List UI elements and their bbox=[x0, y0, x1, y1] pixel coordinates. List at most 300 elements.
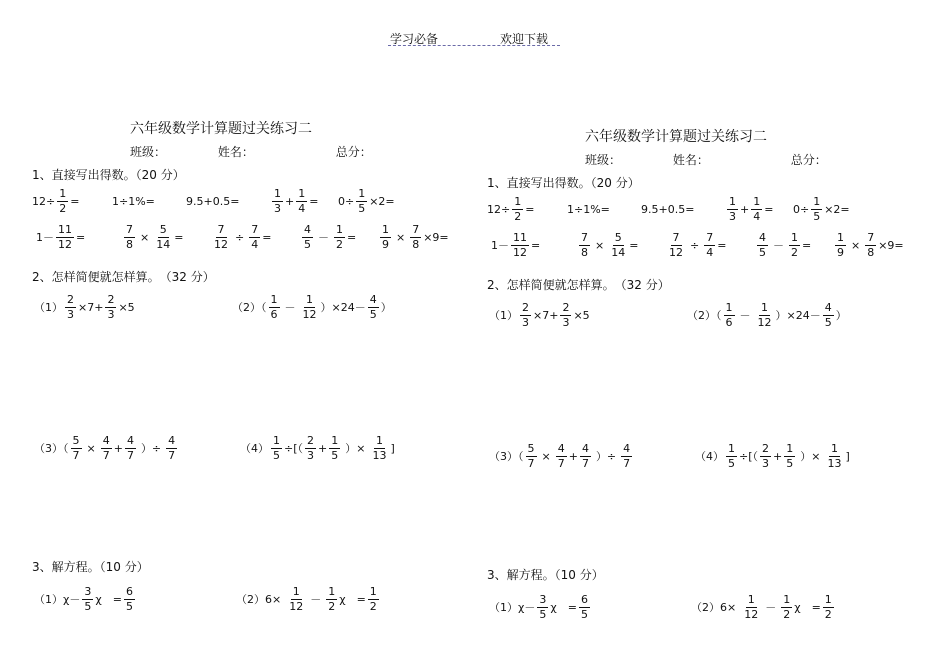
math-text: － bbox=[318, 231, 329, 245]
fraction-denominator: 12 bbox=[302, 307, 317, 321]
math-text: ×7+ bbox=[533, 308, 559, 322]
problem-1-5 bbox=[338, 188, 395, 214]
math-text: = bbox=[309, 194, 319, 208]
fraction bbox=[212, 224, 230, 250]
fraction-denominator: 4 bbox=[251, 237, 259, 251]
fraction-numerator: 2 bbox=[522, 301, 529, 314]
math-text: 1－ bbox=[491, 239, 509, 253]
fraction-numerator: 1 bbox=[783, 593, 791, 606]
math-text: （2）6× bbox=[236, 593, 282, 607]
fraction-denominator: 12 bbox=[513, 245, 527, 259]
math-text: ） bbox=[380, 301, 392, 315]
math-text: ×5 bbox=[118, 300, 135, 314]
fraction bbox=[271, 435, 282, 461]
math-text: χ = bbox=[550, 601, 577, 615]
math-text: = bbox=[764, 202, 774, 216]
fraction-numerator: 4 bbox=[168, 434, 176, 447]
fraction bbox=[124, 586, 135, 612]
fraction bbox=[305, 435, 316, 461]
fraction bbox=[370, 435, 388, 461]
problem-1-10 bbox=[378, 224, 449, 250]
math-text: ×9= bbox=[423, 230, 449, 244]
math-text: 0÷ bbox=[793, 202, 810, 216]
math-text: ×2= bbox=[369, 194, 395, 208]
problem-1-7 bbox=[122, 224, 210, 250]
fraction bbox=[789, 232, 800, 258]
fraction-denominator: 12 bbox=[58, 237, 72, 251]
math-text: × bbox=[851, 238, 861, 252]
problem-2-3 bbox=[489, 443, 634, 469]
math-text: × bbox=[595, 238, 605, 252]
problem-1-10 bbox=[833, 232, 904, 258]
fraction-numerator: 7 bbox=[706, 231, 714, 244]
fraction bbox=[368, 586, 379, 612]
fraction-denominator: 3 bbox=[107, 307, 115, 321]
fraction-numerator: 4 bbox=[369, 293, 377, 306]
problem-1-1 bbox=[32, 188, 112, 214]
fraction-denominator: 2 bbox=[59, 201, 67, 215]
fraction bbox=[811, 196, 822, 222]
fraction-numerator: 2 bbox=[762, 442, 770, 455]
fraction bbox=[57, 188, 68, 214]
fraction-numerator: 4 bbox=[824, 301, 832, 314]
fraction bbox=[520, 302, 531, 328]
class-label: 班级： bbox=[585, 153, 622, 167]
fraction-numerator: 1 bbox=[824, 593, 832, 606]
math-text: － bbox=[765, 601, 777, 615]
fraction-numerator: 1 bbox=[725, 301, 733, 314]
section-3-heading: 3、解方程。（10 分） bbox=[487, 568, 604, 582]
fraction-numerator: 7 bbox=[672, 231, 680, 244]
fraction bbox=[756, 302, 774, 328]
fraction bbox=[823, 594, 834, 620]
math-text: （1） bbox=[34, 301, 63, 315]
math-text: = bbox=[525, 202, 535, 216]
fraction-denominator: 7 bbox=[581, 456, 589, 470]
fraction-denominator: 3 bbox=[274, 201, 281, 215]
fraction-numerator: 1 bbox=[514, 195, 522, 208]
math-text: ×5 bbox=[573, 308, 590, 322]
problem-1-3: 9.5+0.5= bbox=[186, 194, 240, 208]
fraction-numerator: 1 bbox=[274, 187, 281, 200]
equation-3-2 bbox=[236, 586, 381, 612]
math-text: + bbox=[318, 441, 328, 455]
fraction-denominator: 4 bbox=[298, 201, 306, 215]
problem-1-7 bbox=[577, 232, 665, 258]
fraction-denominator: 6 bbox=[270, 307, 278, 321]
fraction-numerator: 1 bbox=[729, 195, 736, 208]
fraction-numerator: 1 bbox=[375, 434, 383, 447]
fraction-denominator: 4 bbox=[753, 209, 761, 223]
fraction-denominator: 12 bbox=[757, 315, 772, 329]
fraction-numerator: 1 bbox=[837, 231, 844, 244]
problem-1-6 bbox=[36, 224, 122, 250]
problem-2-2 bbox=[687, 302, 847, 328]
fraction-denominator: 14 bbox=[156, 237, 171, 251]
fraction-numerator: 1 bbox=[747, 593, 755, 606]
math-text: = bbox=[347, 230, 357, 244]
fraction-denominator: 5 bbox=[539, 607, 547, 621]
fraction bbox=[511, 232, 529, 258]
fraction bbox=[296, 188, 307, 214]
fraction-denominator: 5 bbox=[84, 599, 92, 613]
math-text: + bbox=[740, 202, 750, 216]
fraction bbox=[825, 443, 843, 469]
math-text: + bbox=[568, 449, 578, 463]
fraction-numerator: 1 bbox=[791, 231, 798, 244]
fraction bbox=[726, 443, 737, 469]
problem-1-2: 1÷1%= bbox=[112, 194, 155, 208]
math-text: × bbox=[140, 230, 150, 244]
math-text: （4） bbox=[695, 450, 724, 464]
math-text: － bbox=[284, 301, 296, 315]
problem-1-8 bbox=[210, 224, 300, 250]
fraction bbox=[751, 196, 762, 222]
section-3-heading: 3、解方程。（10 分） bbox=[32, 560, 149, 574]
fraction bbox=[380, 224, 391, 250]
math-text: = bbox=[76, 230, 86, 244]
fraction bbox=[621, 443, 632, 469]
math-text: （1）χ－ bbox=[34, 593, 81, 607]
math-text: ÷ bbox=[690, 238, 700, 252]
sheet-title: 六年级数学计算题过关练习二 bbox=[130, 121, 312, 137]
fraction-denominator: 7 bbox=[72, 448, 80, 462]
fraction-numerator: 7 bbox=[412, 223, 420, 236]
fraction bbox=[579, 232, 590, 258]
math-text: = bbox=[629, 238, 639, 252]
fraction bbox=[334, 224, 345, 250]
fraction-numerator: 1 bbox=[786, 442, 794, 455]
fraction bbox=[166, 435, 177, 461]
problem-2-4 bbox=[695, 443, 850, 469]
math-text: = bbox=[174, 230, 184, 244]
fraction-denominator: 5 bbox=[125, 599, 133, 613]
fraction bbox=[537, 594, 548, 620]
math-text: = bbox=[70, 194, 80, 208]
header-right-text: 欢迎下载 bbox=[500, 32, 549, 46]
fraction-denominator: 5 bbox=[786, 456, 794, 470]
problem-1-9 bbox=[300, 224, 378, 250]
name-label: 姓名： bbox=[672, 153, 709, 167]
math-text: × bbox=[396, 230, 406, 244]
fraction-denominator: 5 bbox=[728, 456, 735, 470]
problem-2-3 bbox=[34, 435, 179, 461]
math-text: χ = bbox=[95, 593, 122, 607]
math-text: + bbox=[773, 449, 783, 463]
fraction-denominator: 7 bbox=[527, 456, 535, 470]
math-text: （3）（ bbox=[489, 450, 524, 464]
header-left-text: 学习必备 bbox=[390, 32, 439, 46]
section-1-heading: 1、直接写出得数。（20 分） bbox=[487, 176, 640, 190]
class-label: 班级： bbox=[130, 145, 167, 159]
fraction-denominator: 12 bbox=[214, 237, 228, 251]
section-1-row-2 bbox=[491, 232, 904, 258]
fraction bbox=[105, 294, 116, 320]
math-text: = bbox=[802, 238, 812, 252]
fraction bbox=[302, 224, 313, 250]
math-text: ÷[（ bbox=[284, 442, 304, 456]
fraction-numerator: 1 bbox=[270, 293, 278, 306]
fraction bbox=[580, 443, 591, 469]
fraction bbox=[368, 294, 379, 320]
fraction-denominator: 5 bbox=[331, 448, 339, 462]
fraction-denominator: 7 bbox=[557, 456, 565, 470]
fraction bbox=[82, 586, 93, 612]
total-label: 总分： bbox=[335, 145, 372, 159]
math-text: ）×24－ bbox=[320, 301, 366, 315]
math-text: 0÷ bbox=[338, 194, 355, 208]
fraction-denominator: 2 bbox=[824, 607, 832, 621]
math-text: ）× bbox=[345, 442, 366, 456]
problem-1-9 bbox=[755, 232, 833, 258]
fraction-numerator: 4 bbox=[623, 442, 631, 455]
fraction bbox=[704, 232, 715, 258]
fraction bbox=[356, 188, 367, 214]
fraction-numerator: 2 bbox=[307, 434, 315, 447]
section-2-heading: 2、怎样简便就怎样算。 （32 分） bbox=[487, 278, 670, 292]
math-text: ）× bbox=[800, 450, 821, 464]
problem-1-1 bbox=[487, 196, 567, 222]
fraction-numerator: 7 bbox=[126, 223, 133, 236]
fraction-numerator: 1 bbox=[830, 442, 838, 455]
student-info-line bbox=[130, 143, 372, 160]
fraction-denominator: 8 bbox=[581, 245, 588, 259]
fraction-numerator: 6 bbox=[580, 593, 588, 606]
fraction-denominator: 9 bbox=[837, 245, 844, 259]
math-text: － bbox=[310, 593, 322, 607]
fraction-numerator: 2 bbox=[562, 301, 570, 314]
fraction bbox=[835, 232, 846, 258]
section-1-row-2 bbox=[36, 224, 449, 250]
fraction-numerator: 5 bbox=[527, 442, 535, 455]
fraction bbox=[784, 443, 795, 469]
fraction-denominator: 3 bbox=[562, 315, 570, 329]
problem-2-4 bbox=[240, 435, 395, 461]
fraction bbox=[667, 232, 685, 258]
math-text: 1－ bbox=[36, 231, 54, 245]
fraction-numerator: 11 bbox=[513, 231, 527, 244]
fraction-numerator: 1 bbox=[336, 223, 343, 236]
fraction-numerator: 1 bbox=[358, 187, 366, 200]
fraction bbox=[579, 594, 590, 620]
fraction bbox=[65, 294, 76, 320]
fraction bbox=[781, 594, 792, 620]
fraction-numerator: 1 bbox=[328, 585, 336, 598]
fraction-numerator: 5 bbox=[72, 434, 80, 447]
fraction bbox=[560, 302, 571, 328]
fraction bbox=[760, 443, 771, 469]
total-label: 总分： bbox=[790, 153, 827, 167]
fraction bbox=[512, 196, 523, 222]
math-text: － bbox=[739, 309, 751, 323]
fraction bbox=[269, 294, 280, 320]
math-text: ] bbox=[845, 449, 850, 463]
math-text: （3）（ bbox=[34, 442, 69, 456]
problem-1-3: 9.5+0.5= bbox=[641, 202, 695, 216]
fraction-denominator: 3 bbox=[67, 307, 74, 321]
math-text: ] bbox=[390, 441, 395, 455]
fraction-denominator: 6 bbox=[725, 315, 733, 329]
math-text: （4） bbox=[240, 442, 269, 456]
math-text: ×2= bbox=[824, 202, 850, 216]
section-1-row-1 bbox=[32, 188, 395, 214]
fraction-numerator: 4 bbox=[557, 442, 565, 455]
math-text: χ = bbox=[339, 593, 366, 607]
fraction-numerator: 3 bbox=[84, 585, 92, 598]
fraction-numerator: 7 bbox=[581, 231, 588, 244]
fraction-denominator: 3 bbox=[762, 456, 770, 470]
fraction-denominator: 7 bbox=[168, 448, 176, 462]
fraction-denominator: 8 bbox=[412, 237, 420, 251]
fraction-denominator: 2 bbox=[783, 607, 791, 621]
fraction bbox=[56, 224, 74, 250]
problem-1-4 bbox=[725, 196, 793, 222]
fraction-numerator: 1 bbox=[298, 187, 306, 200]
student-info-line bbox=[585, 151, 827, 168]
fraction-numerator: 3 bbox=[539, 593, 547, 606]
math-text: － bbox=[773, 239, 784, 253]
fraction-numerator: 1 bbox=[292, 585, 300, 598]
fraction-numerator: 6 bbox=[125, 585, 133, 598]
fraction-denominator: 12 bbox=[669, 245, 683, 259]
fraction-numerator: 5 bbox=[614, 231, 622, 244]
fraction-numerator: 1 bbox=[331, 434, 339, 447]
math-text: = bbox=[531, 238, 541, 252]
fraction bbox=[556, 443, 567, 469]
problem-1-6 bbox=[491, 232, 577, 258]
fraction-denominator: 5 bbox=[304, 237, 311, 251]
fraction bbox=[526, 443, 537, 469]
fraction-denominator: 2 bbox=[336, 237, 343, 251]
fraction-denominator: 3 bbox=[729, 209, 736, 223]
sheet-title: 六年级数学计算题过关练习二 bbox=[585, 129, 767, 145]
math-text: ） bbox=[835, 309, 847, 323]
problem-2-1 bbox=[34, 294, 135, 320]
fraction-numerator: 2 bbox=[67, 293, 74, 306]
math-text: （1） bbox=[489, 309, 518, 323]
math-text: ×9= bbox=[878, 238, 904, 252]
fraction-numerator: 1 bbox=[728, 442, 735, 455]
fraction-numerator: 1 bbox=[369, 585, 377, 598]
equation-3-2 bbox=[691, 594, 836, 620]
fraction-numerator: 7 bbox=[867, 231, 875, 244]
fraction-numerator: 1 bbox=[306, 293, 313, 306]
equation-3-1 bbox=[34, 586, 137, 612]
fraction bbox=[301, 294, 319, 320]
fraction-denominator: 8 bbox=[867, 245, 875, 259]
fraction-numerator: 1 bbox=[761, 301, 768, 314]
fraction bbox=[823, 302, 834, 328]
section-1-heading: 1、直接写出得数。（20 分） bbox=[32, 168, 185, 182]
fraction-numerator: 1 bbox=[382, 223, 389, 236]
fraction-numerator: 7 bbox=[251, 223, 259, 236]
math-text: ）÷ bbox=[140, 442, 162, 456]
math-text: 12÷ bbox=[32, 194, 56, 208]
fraction-denominator: 4 bbox=[706, 245, 714, 259]
math-text: 12÷ bbox=[487, 202, 511, 216]
fraction-denominator: 2 bbox=[791, 245, 798, 259]
problem-1-2: 1÷1%= bbox=[567, 202, 610, 216]
problem-1-5 bbox=[793, 196, 850, 222]
math-text: × bbox=[541, 449, 551, 463]
fraction bbox=[154, 224, 172, 250]
math-text: + bbox=[285, 194, 295, 208]
fraction-denominator: 5 bbox=[358, 201, 366, 215]
fraction-denominator: 7 bbox=[623, 456, 631, 470]
fraction-denominator: 13 bbox=[827, 456, 842, 470]
section-1-row-1 bbox=[487, 196, 850, 222]
fraction bbox=[329, 435, 340, 461]
fraction-numerator: 4 bbox=[759, 231, 766, 244]
fraction-denominator: 5 bbox=[369, 307, 377, 321]
fraction bbox=[326, 586, 337, 612]
fraction-denominator: 13 bbox=[372, 448, 387, 462]
math-text: = bbox=[717, 238, 727, 252]
fraction bbox=[249, 224, 260, 250]
fraction-numerator: 1 bbox=[813, 195, 821, 208]
fraction-denominator: 7 bbox=[126, 448, 134, 462]
fraction bbox=[287, 586, 305, 612]
fraction-denominator: 5 bbox=[759, 245, 766, 259]
fraction bbox=[101, 435, 112, 461]
math-text: ×7+ bbox=[78, 300, 104, 314]
math-text: + bbox=[113, 441, 123, 455]
fraction-numerator: 2 bbox=[107, 293, 115, 306]
fraction-numerator: 4 bbox=[581, 442, 589, 455]
fraction-denominator: 12 bbox=[289, 599, 304, 613]
fraction bbox=[124, 224, 135, 250]
math-text: （1）χ－ bbox=[489, 601, 536, 615]
problem-1-4 bbox=[270, 188, 338, 214]
math-text: χ = bbox=[794, 601, 821, 615]
equation-3-1 bbox=[489, 594, 592, 620]
fraction-denominator: 5 bbox=[273, 448, 280, 462]
fraction-numerator: 7 bbox=[217, 223, 225, 236]
fraction-denominator: 3 bbox=[522, 315, 529, 329]
fraction bbox=[272, 188, 283, 214]
fraction-numerator: 4 bbox=[126, 434, 134, 447]
math-text: = bbox=[262, 230, 272, 244]
math-text: ÷[（ bbox=[739, 450, 759, 464]
fraction-numerator: 11 bbox=[58, 223, 72, 236]
fraction-denominator: 5 bbox=[813, 209, 821, 223]
fraction-denominator: 3 bbox=[307, 448, 315, 462]
fraction-numerator: 5 bbox=[159, 223, 167, 236]
math-text: ）÷ bbox=[595, 450, 617, 464]
fraction-denominator: 9 bbox=[382, 237, 389, 251]
fraction-denominator: 2 bbox=[369, 599, 377, 613]
problem-2-1 bbox=[489, 302, 590, 328]
fraction bbox=[724, 302, 735, 328]
section-2-heading: 2、怎样简便就怎样算。 （32 分） bbox=[32, 270, 215, 284]
math-text: ÷ bbox=[235, 230, 245, 244]
fraction-numerator: 4 bbox=[102, 434, 110, 447]
fraction bbox=[742, 594, 760, 620]
math-text: （2）6× bbox=[691, 601, 737, 615]
fraction bbox=[727, 196, 738, 222]
fraction-denominator: 7 bbox=[102, 448, 110, 462]
fraction-denominator: 5 bbox=[580, 607, 588, 621]
fraction-numerator: 4 bbox=[304, 223, 311, 236]
fraction-numerator: 1 bbox=[273, 434, 280, 447]
math-text: （2）（ bbox=[687, 309, 722, 323]
fraction bbox=[757, 232, 768, 258]
fraction-numerator: 1 bbox=[59, 187, 67, 200]
math-text: × bbox=[86, 441, 96, 455]
fraction-denominator: 2 bbox=[514, 209, 522, 223]
fraction-denominator: 2 bbox=[328, 599, 336, 613]
fraction bbox=[865, 232, 876, 258]
